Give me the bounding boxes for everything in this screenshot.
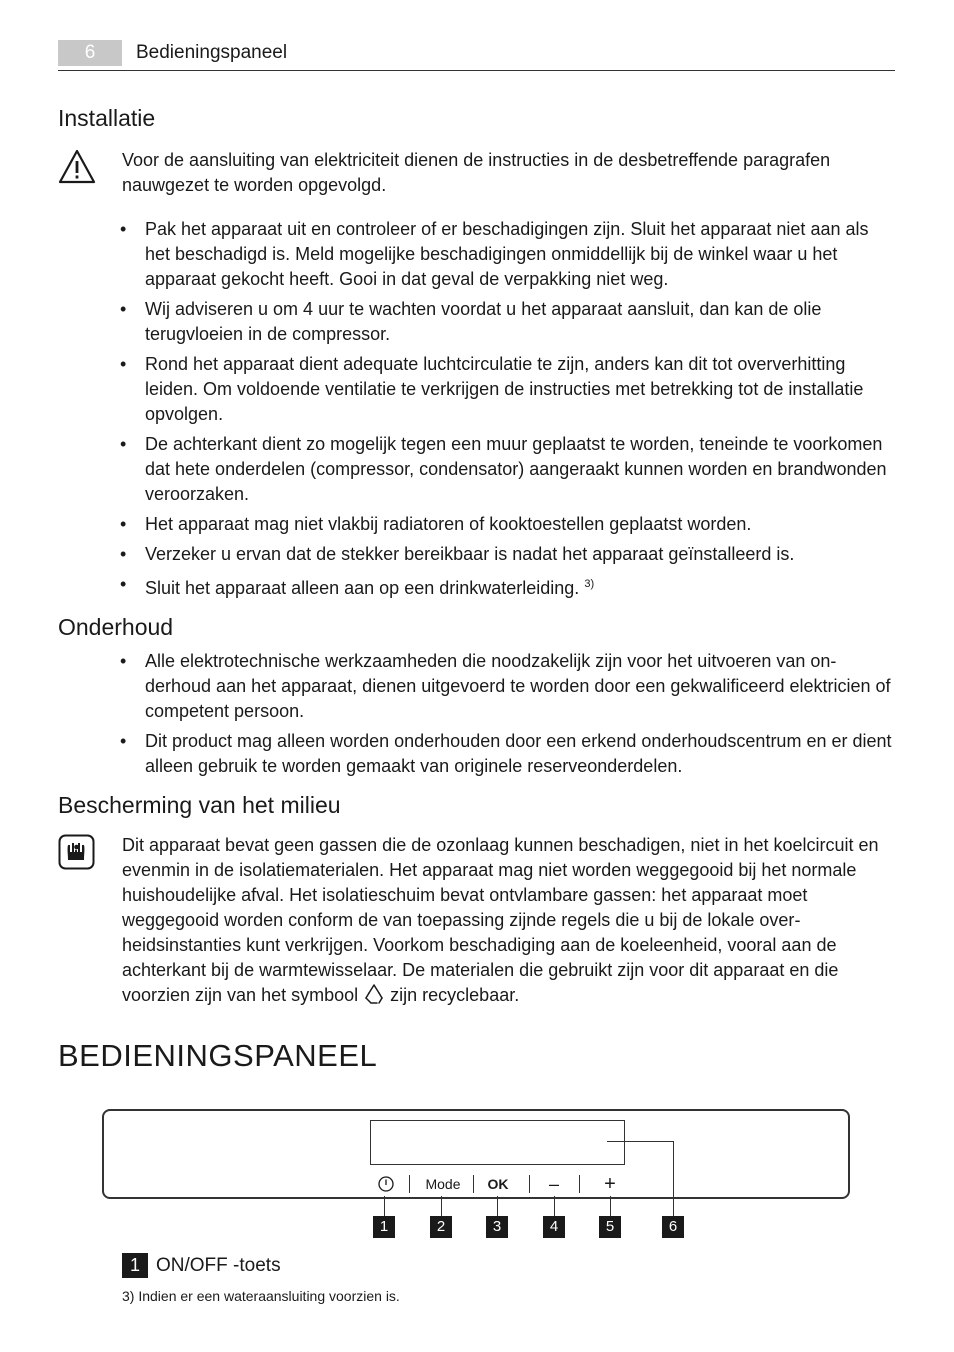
mode-button[interactable]: Mode [425,1176,461,1192]
bedieningspaneel-heading: BEDIENINGSPANEEL [58,1038,378,1073]
list-item: • Dit product mag alleen worden onderhouden door een erkend onderhoudscentrum en er dient alleen gebruik te worden gemaakt van originele reserveonderdelen. [120,731,892,776]
power-button[interactable] [375,1172,397,1196]
callout-3: 3 [486,1216,508,1238]
header-rule [58,70,895,71]
callout-6: 6 [662,1216,684,1238]
onderhoud-heading: Onderhoud [58,614,174,640]
milieu-text: Dit apparaat bevat geen gassen die de ozonlaag kunnen beschadigen, niet in het koelcircuit en evenmin in de isolatiematerialen. Het apparaat mag niet worden weggegooid bij het normale huishoudelijke afval. Het isolatieschuim bevat ontvlambare gassen: het apparaat moet weggegooid worden conform de van toepassing zijnde regels die u bij de lokale overheidsinstanties kunt verkrijgen. Voorkom beschadiging aan de koeleenheid, vooral aan de achterkant bij de warmtewisselaar. De materialen die gebruikt zijn voor dit apparaat en die voorzien zijn van het symbool zijn recyclebaar. [122,833,894,1012]
list-item: • Het apparaat mag niet vlakbij radiatoren of kooktoestellen geplaatst worden. [120,514,752,534]
page-number: 6 [58,40,122,66]
callout-line [554,1196,555,1216]
display [370,1120,625,1165]
recycle-icon [363,983,385,1012]
environment-hands-icon [58,834,95,875]
installatie-list [120,217,895,606]
warning-text: Voor de aansluiting van elektriciteit dienen de instructies in de desbetreffende paragrafen nauwgezet te worden opgevolgd. [122,150,831,195]
list-item: • De achterkant dient zo mogelijk tegen een muur geplaatst te worden, teneinde te voorkomen dat hete onderdelen (compressor, condensator) aangeraakt kunnen worden en brandwonden veroorzaken. [120,434,887,504]
running-title: Bedieningspaneel [136,42,288,63]
list-item: • Pak het apparaat uit en controleer of er beschadigingen zijn. Sluit het apparaat niet aan als het beschadigd is. Meld mogelijke beschadigingen onmiddellijk bij de winkel waar u het apparaat gekocht heeft. Gooi in dat geval de verpakking niet weg. [120,219,869,289]
callout-5: 5 [599,1216,621,1238]
footnote: 3) Indien er een wateraansluiting voorzien is. [122,1288,400,1304]
minus-button[interactable]: – [548,1174,559,1194]
button-separator [579,1175,580,1193]
list-item: • Sluit het apparaat alleen aan op een drinkwaterleiding. $^{3)}$ [120,574,595,598]
legend-number: 1 [122,1253,148,1278]
footnote-ref: 3) [584,578,595,590]
button-separator [409,1175,410,1193]
callout-1: 1 [373,1216,395,1238]
callout-line [497,1196,498,1216]
list-item: • Alle elektrotechnische werkzaamheden die noodzakelijk zijn voor het uitvoeren van onderhoud aan het apparaat, dienen uitgevoerd te worden door een gekwalificeerd elektricien of competent persoon. [120,651,891,721]
milieu-heading: Bescherming van het milieu [58,792,341,818]
callout-4: 4 [543,1216,565,1238]
legend-label: ON/OFF -toets [156,1255,281,1276]
plus-button[interactable]: + [604,1173,616,1195]
callout-line [441,1196,442,1216]
callout-2: 2 [430,1216,452,1238]
installatie-heading: Installatie [58,105,156,131]
list-item: • Rond het apparaat dient adequate luchtcirculatie te zijn, anders kan dit tot oververhitting leiden. Om voldoende ventilatie te verkrijgen de instructies met betrekking tot de installatie opvolgen. [120,354,864,424]
button-separator [473,1175,474,1193]
warning-triangle-icon [57,148,97,191]
callout-line [607,1141,674,1142]
callout-line [610,1196,611,1216]
button-separator [529,1175,530,1193]
onderhoud-list [120,649,895,784]
callout-line [673,1141,674,1216]
list-item: • Verzeker u ervan dat de stekker bereikbaar is nadat het apparaat geïnstalleerd is. [120,544,795,564]
callout-line [384,1196,385,1216]
power-icon [377,1175,395,1193]
list-item: • Wij adviseren u om 4 uur te wachten voordat u het apparaat aansluit, dan kan de olie terugvloeien in de compressor. [120,299,822,344]
ok-button[interactable]: OK [487,1176,509,1192]
